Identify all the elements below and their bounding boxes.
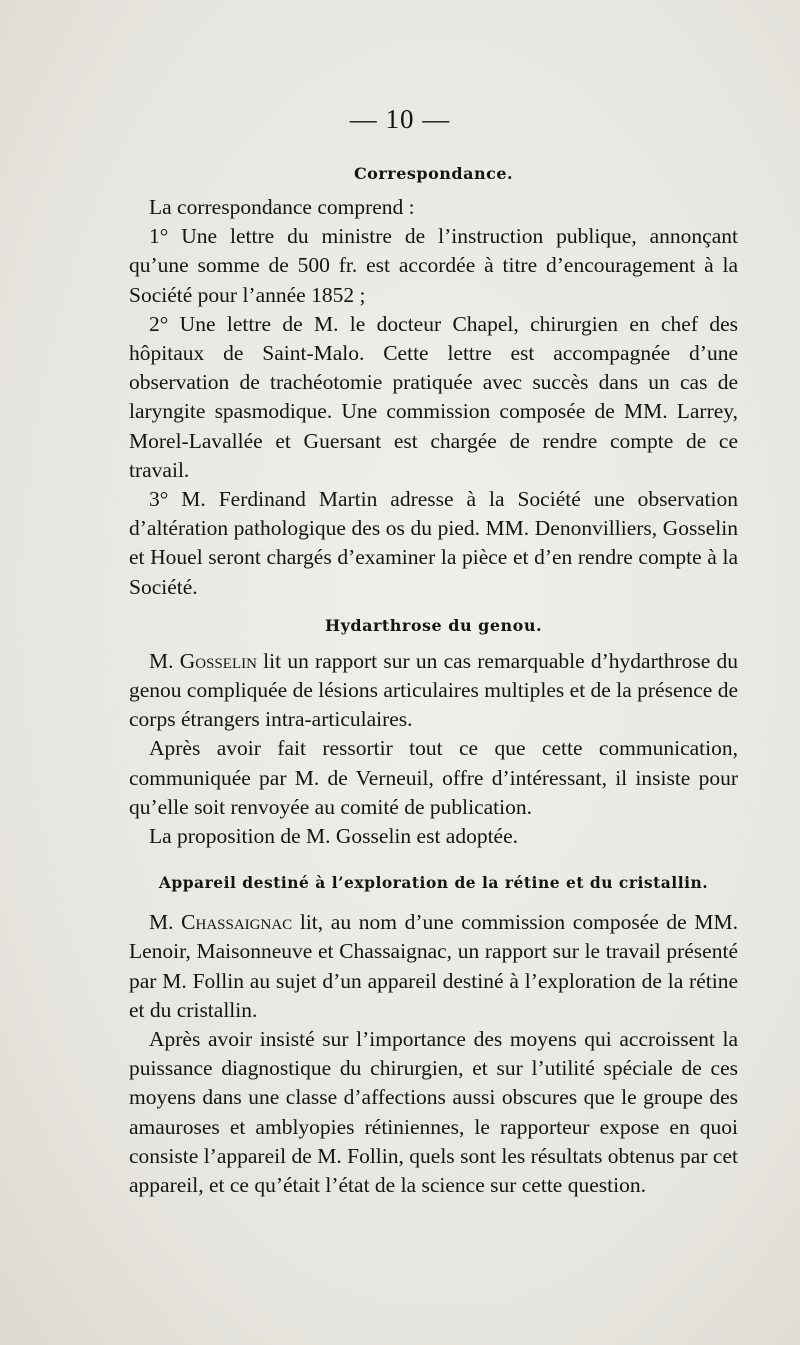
author-name: Gosselin — [179, 648, 257, 673]
heading-appareil: Appareil destiné à l’exploration de la rétine et du cristallin. — [158, 873, 709, 893]
paragraph: Après avoir insisté sur l’importance des moyens qui accroissent la puissance diagnostique du chirurgien, et sur l’utilité spéciale de ces moyens dans une classe d’affections aussi obscures que le groupe des amauroses et amblyopies rétiniennes, le rapporteur expose en quoi consiste l’appareil de M. Follin, quels sont les résultats obtenus par cet appareil, et ce qu’était l’état de la science sur cette question. — [129, 1027, 738, 1198]
paragraph: La proposition de M. Gosselin est adoptée. — [149, 824, 519, 849]
paragraph-text: lit, au nom d’une commission composée de MM. Lenoir, Maisonneuve et Chassaignac, un rapport sur le travail présenté par M. Follin au sujet d’un appareil destiné à l’exploration de la rétine et du cristallin. — [129, 910, 738, 1022]
paragraph: 2° Une lettre de M. le docteur Chapel, chirurgien en chef des hôpitaux de Saint-Malo. Cette lettre est accompagnée d’une observation de trachéotomie pratiquée avec succès dans un cas de laryngite spasmodique. Une commission composée de MM. Larrey, Morel-Lavallée et Guersant est chargée de rendre compte de ce travail. — [129, 311, 738, 482]
paragraph — [129, 908, 738, 1025]
paragraph: 1° Une lettre du ministre de l’instruction publique, annonçant qu’une somme de 500 fr. est accordée à titre d’encouragement à la Société pour l’année 1852 ; — [129, 224, 738, 307]
page-number: — 10 — — [349, 104, 451, 134]
paragraph-text: lit un rapport sur un cas remarquable d’hydarthrose du genou compliquée de lésions articulaires multiples et de la présence de corps étrangers intra-articulaires. — [129, 648, 739, 732]
page-text — [129, 158, 738, 1200]
paragraph: La correspondance comprend : — [149, 195, 415, 219]
mister: M. — [149, 648, 174, 673]
paragraph: 3° M. Ferdinand Martin adresse à la Société une observation d’altération pathologique des os du pied. MM. Denonvilliers, Gosselin et Houel seront chargés d’examiner la pièce et d’en rendre compte à la Société. — [129, 487, 738, 599]
heading-hydarthrose: Hydarthrose du genou. — [324, 615, 543, 635]
author-name: Chassaignac — [181, 910, 293, 935]
mister: M. — [149, 910, 174, 935]
heading-correspondance: Correspondance. — [353, 164, 514, 183]
paragraph — [129, 647, 738, 735]
paragraph: Après avoir fait ressortir tout ce que cette communication, communiquée par M. de Verneuil, offre d’intéressant, il insiste pour qu’elle soit renvoyée au comité de publication. — [129, 736, 738, 819]
